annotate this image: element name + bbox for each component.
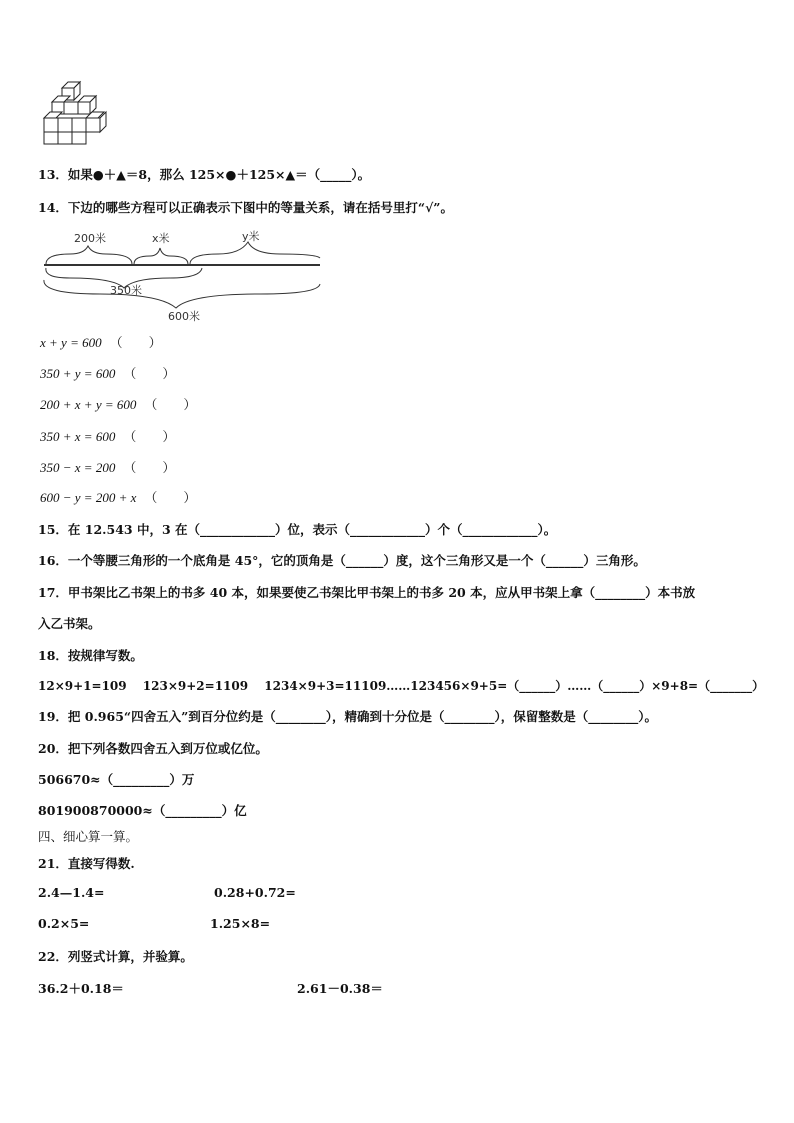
question-22: 22．列竖式计算，并验算。	[38, 949, 193, 964]
section-4-heading: 四、细心算一算。	[38, 829, 139, 844]
cube-stack-figure	[40, 78, 120, 153]
question-19: 19．把 0.965“四舍五入”到百分位约是（________），精确到十分位是（________），保留整数是（________）。	[38, 709, 658, 724]
q21-item-4: 1.25×8=	[210, 916, 271, 931]
equation-1: x + y = 600 （ ）	[40, 335, 162, 350]
question-18-sequence: 12×9+1=109 123×9+2=1109 1234×9+3=11109……123456×9+5=（______）……（______）×9+8=（_______）	[38, 679, 765, 693]
q22-item-1: 36.2＋0.18＝	[38, 981, 124, 996]
question-21: 21．直接写得数.	[38, 856, 135, 871]
question-17-line1: 17．甲书架比乙书架上的书多 40 本，如果要使乙书架比甲书架上的书多 20 本，应从甲书架上拿（________）本书放	[38, 585, 696, 600]
label-600m: 600米	[168, 310, 200, 323]
equation-4: 350 + x = 600 （ ）	[40, 429, 176, 444]
q21-item-2: 0.28+0.72=	[214, 885, 296, 900]
question-15: 15．在 12.543 中，3 在（____________）位，表示（____________）个（____________）。	[38, 522, 557, 537]
q21-item-1: 2.4—1.4=	[38, 885, 105, 900]
equation-2: 350 + y = 600 （ ）	[40, 366, 176, 381]
equation-6: 600 − y = 200 + x （ ）	[40, 490, 197, 505]
question-17-line2: 入乙书架。	[38, 616, 101, 631]
question-20-a: 506670≈（_________）万	[38, 772, 195, 787]
label-y-m: y米	[242, 230, 260, 243]
question-16: 16．一个等腰三角形的一个底角是 45°，它的顶角是（______）度，这个三角形又是一个（______）三角形。	[38, 553, 646, 568]
question-20-b: 801900870000≈（_________）亿	[38, 803, 247, 818]
label-350m: 350米	[110, 284, 142, 297]
label-x-m: x米	[152, 232, 170, 245]
q21-item-3: 0.2×5=	[38, 916, 90, 931]
label-200m: 200米	[74, 232, 106, 245]
q22-item-2: 2.61－0.38＝	[297, 981, 383, 996]
question-18: 18．按规律写数。	[38, 648, 143, 663]
question-13: 13．如果●＋▲＝8，那么 125×●＋125×▲＝（_____）。	[38, 167, 371, 182]
segment-diagram	[40, 228, 325, 323]
equation-5: 350 − x = 200 （ ）	[40, 460, 176, 475]
question-14: 14．下边的哪些方程可以正确表示下图中的等量关系，请在括号里打“√”。	[38, 200, 453, 215]
question-20: 20．把下列各数四舍五入到万位或亿位。	[38, 741, 268, 756]
equation-3: 200 + x + y = 600 （ ）	[40, 397, 197, 412]
